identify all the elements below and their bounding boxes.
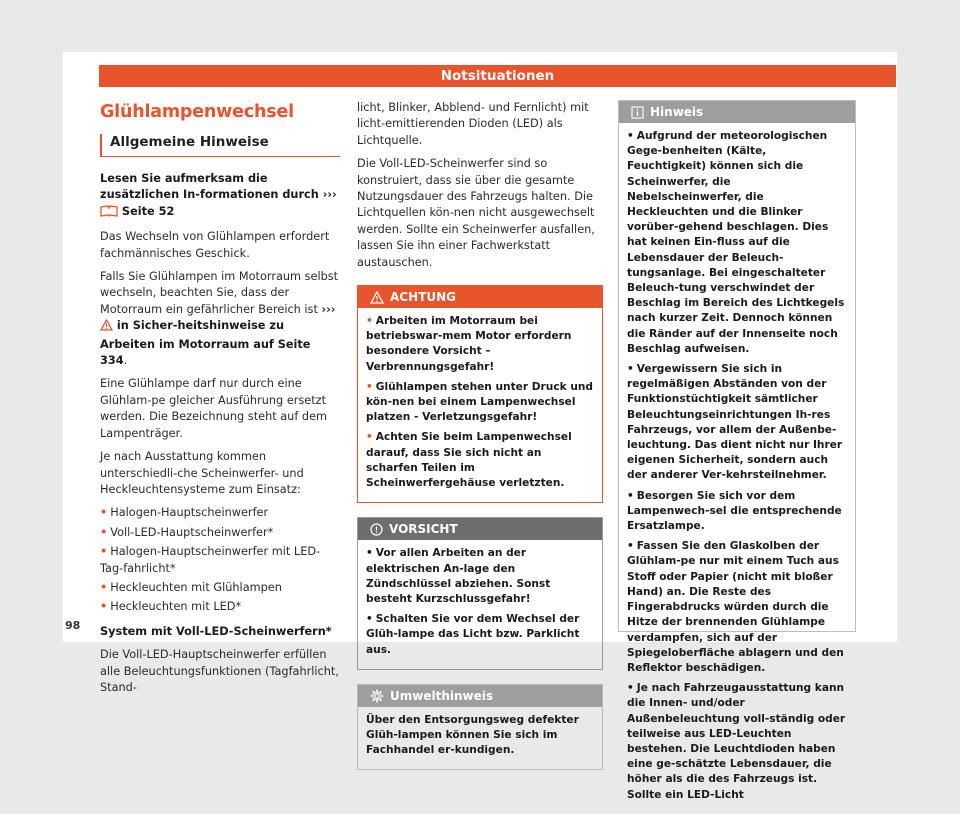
vorsicht-body: [358, 540, 602, 668]
paragraph-continued: licht, Blinker, Abblend- und Fernlicht) mit licht-emittierenden Dioden (LED) als Lichtquelle.: [357, 101, 589, 147]
hinweis-box: [618, 100, 856, 801]
achtung-item: [366, 380, 594, 426]
bullet-icon: •: [100, 525, 108, 539]
paragraph-led-design: Die Voll-LED-Scheinwerfer sind so konstruiert, dass sie über die gesamte Nutzungsdauer des Fahrzeugs halten. Die Lichtquellen kön-nen nicht ausgewechselt werden. Sollte ein Scheinwerfer ausfallen, lassen Sie ihn einer Fachwerkstatt austauschen.: [357, 157, 595, 269]
vorsicht-item-text: Vor allen Arbeiten an der elektrischen An-lage den Zündschlüssel abziehen. Sonst besteht Kurzschlussgefahr!: [366, 547, 551, 605]
list-item: [100, 599, 340, 615]
intro-paragraph: [100, 171, 340, 222]
vorsicht-box: [357, 517, 603, 669]
caution-icon: [370, 521, 383, 543]
bullet-icon: •: [100, 545, 108, 559]
info-icon: [631, 104, 644, 126]
list-item: [100, 525, 340, 541]
achtung-box: [357, 285, 603, 503]
safety-page-link[interactable]: in Sicher-heitshinweise zu Arbeiten im Motorraum auf Seite 334: [100, 319, 311, 368]
hinweis-item-text: Vergewissern Sie sich in regelmäßigen Abständen von der Funktionstüchtigkeit sämtlicher Beleuchtungseinrichtungen Ih-res Fahrzeugs, vor allem der Außenbe-leuchtung. Das dient nicht nur Ihrer eigenen Sicherheit, sondern auch der anderer Ver-kehrsteilnehmer.: [627, 363, 843, 482]
hinweis-item-text: Je nach Fahrzeugausstattung kann die Innen- und/oder Außenbeleuchtung voll-ständig oder teilweise aus LED-Leuchten bestehen. Die Leuchtdioden haben eine ge-schätzte Lebensdauer, die höher als die des Fahrzeugs ist. Sollte ein LED-Licht: [627, 682, 846, 801]
hinweis-title: Hinweis: [650, 105, 704, 119]
paragraph-4: Je nach Ausstattung kommen unterschiedli-che Scheinwerfer- und Heckleuchtensysteme zum Einsatz:: [100, 450, 304, 496]
umwelt-box: [357, 684, 603, 771]
p2-text: Falls Sie Glühlampen im Motorraum selbst wechseln, beachten Sie, dass der Motorraum ein gefährlicher Bereich ist: [100, 270, 339, 316]
list-item-text: Voll-LED-Hauptscheinwerfer*: [110, 525, 274, 539]
lighting-systems-list: [100, 505, 340, 615]
bullet-icon: •: [627, 130, 634, 142]
list-item-text: Halogen-Hauptscheinwerfer: [110, 506, 269, 520]
achtung-item-text: Achten Sie beim Lampenwechsel darauf, dass Sie sich nicht an scharfen Teilen im Scheinwerfergehäuse verletzten.: [366, 431, 572, 490]
achtung-body: [358, 308, 602, 502]
section-title: Glühlampenwechsel: [100, 102, 294, 122]
bullet-icon: •: [366, 547, 373, 560]
umwelt-text: Über den Entsorgungsweg defekter Glüh-lampen können Sie sich im Fachhandel er-kundigen.: [366, 713, 579, 757]
bullet-icon: •: [366, 380, 373, 393]
achtung-item-text: Arbeiten im Motorraum bei betriebswar-mem Motor erfordern besondere Vorsicht – Verbrennungsgefahr!: [366, 315, 572, 373]
list-item-text: Halogen-Hauptscheinwerfer mit LED-Tag-fahrlicht*: [100, 545, 321, 575]
paragraph-3: Eine Glühlampe darf nur durch eine Glühlam-pe gleicher Ausführung ersetzt werden. Die Bezeichnung steht auf dem Lampenträger.: [100, 377, 328, 440]
column-middle: [357, 100, 603, 784]
vorsicht-item: [366, 612, 594, 658]
environment-icon: [370, 688, 384, 710]
intro-text: Lesen Sie aufmerksam die zusätzlichen In-formationen durch: [100, 172, 323, 202]
hinweis-item: [627, 129, 847, 357]
achtung-item: [366, 314, 594, 375]
bullet-icon: •: [627, 540, 634, 553]
hinweis-item-text: Fassen Sie den Glaskolben der Glühlam-pe nur mit einem Tuch aus Stoff oder Papier (nicht mit bloßer Hand) an. Die Reste des Fingerabdrucks würden durch die Hitze der brennenden Glühlampe verdampfen, sich auf der Spiegeloberfläche ablagern und den Reflektor beschädigen.: [627, 540, 844, 674]
umwelt-header: [358, 685, 602, 707]
subsection-title: Allgemeine Hinweise: [100, 134, 340, 157]
hinweis-item: [627, 681, 847, 803]
column-left: [100, 100, 340, 703]
bullet-icon: •: [100, 600, 108, 614]
cross-ref-arrow: ›››: [322, 188, 337, 202]
warning-icon: [100, 319, 113, 336]
list-item: [100, 544, 340, 577]
subheading-led: System mit Voll-LED-Scheinwerfern*: [100, 624, 332, 638]
bullet-icon: •: [366, 431, 373, 444]
hinweis-header: [619, 101, 855, 123]
bullet-icon: •: [366, 613, 373, 626]
hinweis-item-text: Aufgrund der meteorologischen Gege-benheiten (Kälte, Feuchtigkeit) können sich die Scheinwerfer, die Nebelscheinwerfer, die Heckleuchten und die Blinker vorüber-gehend beschlagen. Dies hat keinen Ein-fluss auf die Lebensdauer der Beleuch-tungsanlage. Bei eingeschalteter Beleuch-tung verschwindet der Beschlag im Bereich des Lichtkegels nach kurzer Zeit. Dennoch können die Ränder auf der Innenseite noch Beschlag aufweisen.: [627, 130, 845, 355]
chapter-header: Notsituationen: [99, 65, 896, 87]
achtung-header: [358, 286, 602, 308]
bullet-icon: •: [627, 489, 634, 502]
p2-end: .: [123, 354, 128, 368]
achtung-item-text: Glühlampen stehen unter Druck und kön-nen bei einem Lampenwechsel platzen - Verletzungsgefahr!: [366, 380, 594, 424]
umwelt-title: Umwelthinweis: [390, 688, 494, 703]
cross-ref-arrow: ›››: [321, 302, 336, 316]
list-item: [100, 580, 340, 596]
manual-page: [63, 52, 897, 801]
vorsicht-item-text: Schalten Sie vor dem Wechsel der Glüh-lampe das Licht bzw. Parklicht aus.: [366, 613, 580, 656]
list-item-text: Heckleuchten mit LED*: [110, 600, 242, 614]
hinweis-item: [627, 362, 847, 484]
list-item: [100, 505, 340, 521]
achtung-item: [366, 430, 594, 491]
vorsicht-header: [358, 518, 602, 540]
page-number: 98: [65, 619, 81, 632]
vorsicht-item: [366, 546, 594, 607]
hinweis-item-text: Besorgen Sie sich vor dem Lampenwech-sel die entsprechende Ersatzlampe.: [627, 489, 842, 533]
hinweis-item: [627, 539, 847, 676]
achtung-title: ACHTUNG: [390, 290, 456, 305]
hinweis-item: [627, 489, 847, 535]
bullet-icon: •: [100, 580, 108, 594]
book-icon: [100, 205, 118, 222]
vorsicht-title: VORSICHT: [389, 522, 458, 537]
intro-page-link[interactable]: Seite 52: [118, 204, 175, 218]
warning-icon: [370, 289, 384, 311]
paragraph-2: [100, 269, 340, 369]
paragraph-5: Die Voll-LED-Hauptscheinwerfer erfüllen alle Beleuchtungsfunktionen (Tagfahrlicht, Stand-: [100, 648, 339, 694]
hinweis-body: [619, 123, 855, 814]
list-item-text: Heckleuchten mit Glühlampen: [110, 580, 282, 594]
bullet-icon: •: [627, 682, 634, 695]
paragraph-1: Das Wechseln von Glühlampen erfordert fachmännisches Geschick.: [100, 230, 330, 260]
column-right: [618, 100, 856, 801]
bullet-icon: •: [627, 363, 634, 376]
umwelt-body: [358, 707, 602, 770]
bullet-icon: •: [366, 315, 373, 328]
bullet-icon: •: [100, 506, 108, 520]
